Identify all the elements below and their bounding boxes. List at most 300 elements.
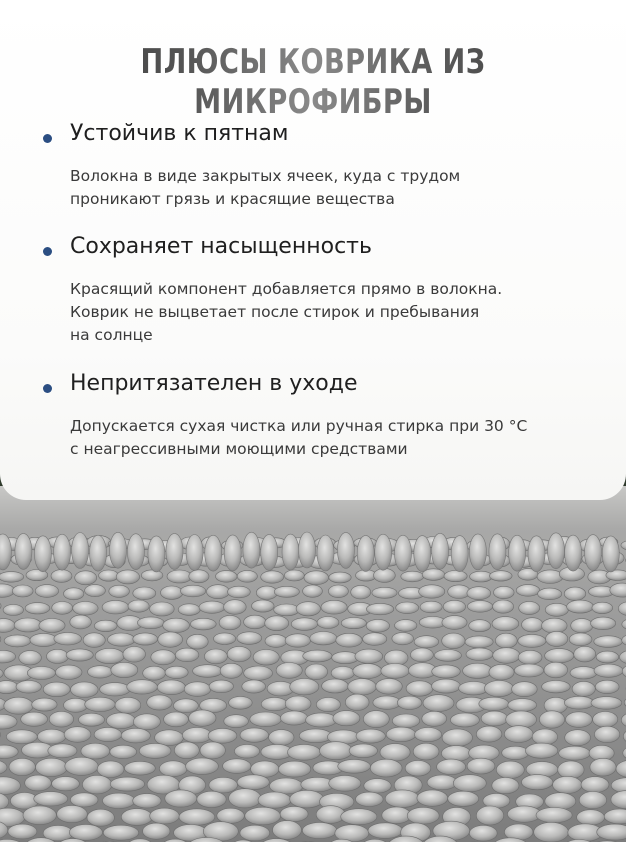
mat-tuft (581, 777, 609, 793)
mat-tuft (493, 648, 520, 664)
mat-tuft (199, 601, 225, 613)
mat-tuft (545, 649, 574, 663)
mat-tuft (157, 680, 185, 695)
mat-tuft (484, 681, 513, 697)
mat-tuft (251, 600, 274, 612)
mat-tuft (4, 635, 31, 647)
mat-tuft (564, 696, 594, 709)
mat-tuft (25, 603, 50, 614)
mat-tuft (48, 744, 77, 758)
mat-tuft (219, 615, 241, 629)
mat-tuft (103, 825, 138, 840)
mat-tuft (322, 679, 349, 693)
mat-fringe-loop (224, 535, 241, 571)
mat-tuft (88, 666, 113, 678)
mat-tuft (442, 729, 472, 747)
mat-tuft (217, 808, 245, 823)
mat-tuft (165, 790, 197, 807)
mat-tuft (8, 824, 37, 839)
mat-tuft (476, 806, 503, 825)
mat-tuft (94, 620, 117, 631)
mat-tuft (274, 604, 300, 616)
mat-tuft (79, 713, 105, 726)
mat-tuft (111, 662, 138, 677)
feature-heading: Устойчив к пятнам (70, 121, 289, 146)
mat-tuft (43, 682, 70, 697)
mat-tuft (372, 587, 397, 598)
mat-tuft (54, 632, 82, 645)
mat-fringe-loop (469, 534, 486, 570)
mat-tuft (579, 792, 606, 809)
mat-tuft (95, 648, 124, 663)
mat-tuft (207, 585, 230, 599)
mat-tuft (51, 570, 72, 583)
mat-tuft (534, 822, 569, 842)
mat-tuft (489, 664, 514, 680)
mat-tuft (328, 585, 348, 598)
feature-heading: Непритязателен в уходе (70, 371, 358, 396)
mat-tuft (569, 633, 592, 646)
mat-tuft (229, 696, 253, 709)
mat-tuft (538, 588, 562, 600)
mat-tuft (443, 600, 465, 613)
mat-tuft (303, 585, 323, 597)
feature-description-line: Коврик не выцветает после стирок и пребывания (70, 303, 480, 321)
mat-tuft (310, 632, 337, 645)
mat-tuft (9, 758, 35, 775)
mat-tuft (467, 758, 495, 774)
mat-tuft (564, 587, 586, 600)
mat-tuft (448, 791, 479, 806)
mat-texture-image (0, 486, 626, 842)
mat-tuft (567, 600, 594, 613)
mat-tuft (109, 585, 130, 597)
mat-fringe-loop (299, 532, 316, 568)
mat-tuft (163, 618, 190, 632)
mat-tuft (224, 715, 249, 728)
mat-tuft (141, 570, 163, 581)
mat-tuft (189, 710, 216, 726)
mat-tuft (413, 743, 439, 760)
mat-tuft (290, 790, 324, 808)
feature-description-line: Красящий компонент добавляется прямо в волокна. (70, 280, 503, 298)
mat-tuft (432, 665, 461, 678)
mat-tuft (469, 825, 497, 841)
mat-tuft (71, 682, 99, 698)
mat-tuft (466, 648, 493, 661)
mat-tuft (64, 698, 88, 712)
mat-tuft (253, 650, 279, 666)
mat-tuft (467, 601, 492, 613)
mat-tuft (442, 633, 465, 649)
mat-tuft (175, 648, 199, 662)
mat-tuft (514, 664, 543, 677)
mat-tuft (21, 712, 48, 726)
mat-tuft (465, 636, 493, 648)
mat-tuft (110, 745, 137, 758)
mat-tuft (444, 571, 467, 582)
mat-tuft (592, 602, 613, 613)
mat-tuft (302, 822, 336, 838)
feature-description (70, 165, 590, 211)
mat-tuft (355, 649, 383, 663)
mat-tuft (63, 588, 83, 600)
mat-tuft (209, 680, 233, 693)
mat-tuft (291, 618, 317, 631)
mat-tuft (208, 728, 237, 743)
mat-tuft (382, 807, 411, 824)
mat-tuft (368, 823, 403, 839)
mat-tuft (553, 776, 582, 793)
mat-tuft (305, 664, 328, 680)
mat-tuft (220, 663, 242, 678)
mat-tuft (316, 698, 340, 712)
mat-tuft (85, 697, 116, 711)
mat-tuft (341, 809, 377, 825)
mat-tuft (180, 585, 205, 597)
mat-tuft (396, 602, 419, 614)
mat-tuft (242, 680, 266, 693)
mat-tuft (69, 825, 102, 841)
mat-tuft (216, 571, 238, 583)
mat-tuft (577, 810, 605, 825)
mat-tuft (321, 600, 347, 614)
mat-tuft (490, 571, 513, 581)
mat-fringe-loop (565, 535, 582, 571)
mat-tuft (593, 712, 618, 728)
mat-tuft (303, 650, 332, 662)
mat-fringe-loop (127, 534, 144, 570)
mat-fringe-loop (54, 534, 71, 570)
mat-tuft (94, 727, 122, 741)
mat-tuft (591, 697, 622, 710)
mat-tuft (186, 758, 219, 775)
bullet-icon (43, 247, 52, 256)
mat-tuft (376, 679, 403, 695)
mat-tuft (81, 743, 110, 759)
mat-tuft (349, 744, 377, 758)
mat-fringe-loop (337, 532, 354, 568)
mat-fringe-loop (395, 535, 412, 571)
mat-tuft (261, 697, 287, 710)
microfiber-mat-photo (0, 486, 626, 842)
mat-tuft (110, 777, 144, 791)
mat-tuft (182, 728, 211, 743)
mat-fringe-loop (186, 535, 203, 571)
mat-tuft (116, 570, 139, 584)
mat-tuft (494, 586, 515, 598)
mat-tuft (544, 662, 568, 678)
mat-tuft (100, 683, 131, 696)
mat-tuft (284, 570, 304, 581)
mat-fringe-loop (357, 535, 374, 571)
mat-tuft (19, 651, 42, 665)
mat-tuft (4, 697, 33, 714)
mat-tuft (214, 633, 236, 645)
mat-tuft (536, 808, 572, 823)
mat-tuft (333, 711, 360, 726)
mat-tuft (380, 744, 410, 761)
mat-tuft (595, 680, 619, 693)
mat-tuft (197, 791, 226, 807)
mat-tuft (492, 617, 519, 631)
mat-tuft (290, 679, 319, 695)
mat-tuft (522, 775, 553, 790)
mat-tuft (70, 615, 92, 629)
mat-tuft (106, 713, 135, 729)
mat-tuft (32, 698, 57, 711)
mat-tuft (121, 728, 150, 743)
mat-fringe-loop (489, 534, 506, 570)
mat-tuft (133, 633, 158, 645)
mat-tuft (30, 633, 57, 646)
mat-tuft (167, 570, 192, 583)
mat-tuft (410, 648, 433, 662)
mat-tuft (542, 618, 568, 633)
mat-tuft (55, 665, 82, 679)
mat-tuft (341, 618, 366, 629)
mat-tuft (407, 807, 439, 824)
mat-tuft (591, 617, 616, 630)
mat-tuft (392, 632, 414, 644)
mat-tuft (66, 649, 93, 661)
mat-fringe-loop (585, 535, 602, 571)
feature-description-line: Волокна в виде закрытых ячеек, куда с трудом (70, 167, 461, 185)
feature-description (70, 415, 590, 461)
mat-tuft (512, 682, 538, 697)
mat-tuft (174, 742, 199, 759)
feature-heading: Сохраняет насыщенность (70, 234, 372, 259)
mat-tuft (492, 778, 519, 794)
mat-tuft (274, 586, 299, 597)
mat-tuft (320, 742, 353, 760)
mat-tuft (463, 663, 493, 678)
mat-tuft (193, 665, 223, 678)
mat-tuft (417, 790, 448, 806)
mat-tuft (406, 681, 433, 696)
mat-fringe-loop (34, 536, 51, 572)
mat-tuft (532, 729, 557, 745)
mat-tuft (35, 585, 58, 598)
mat-tuft (150, 602, 175, 616)
mat-tuft (594, 664, 623, 677)
mat-tuft (3, 605, 23, 616)
mat-tuft (405, 761, 431, 777)
mat-tuft (70, 793, 98, 807)
feature-description-line: проникают грязь и красящие вещества (70, 190, 395, 208)
mat-tuft (363, 633, 387, 646)
mat-tuft (519, 601, 540, 614)
mat-tuft (87, 809, 114, 826)
mat-tuft (370, 759, 402, 777)
mat-tuft (287, 744, 320, 760)
mat-tuft (14, 618, 42, 632)
mat-tuft (366, 619, 389, 632)
mat-tuft (224, 600, 247, 615)
mat-tuft (189, 570, 209, 583)
mat-fringe-loop (432, 533, 449, 569)
mat-tuft (459, 682, 489, 695)
mat-tuft (353, 664, 382, 679)
mat-tuft (85, 585, 106, 597)
mat-tuft (187, 634, 209, 649)
mat-tuft (52, 602, 73, 615)
mat-tuft (209, 777, 238, 793)
mat-tuft (386, 727, 416, 742)
mat-tuft (133, 587, 156, 600)
mat-tuft (537, 570, 563, 584)
mat-tuft (276, 663, 302, 679)
mat-tuft (594, 636, 623, 648)
mat-tuft (423, 695, 454, 712)
mat-tuft (25, 775, 52, 791)
mat-tuft (184, 682, 211, 697)
mat-tuft (395, 620, 417, 632)
mat-tuft (422, 711, 447, 726)
mat-tuft (469, 620, 491, 632)
mat-tuft (481, 711, 508, 726)
mat-tuft (234, 745, 259, 759)
mat-tuft (504, 726, 533, 743)
mat-tuft (124, 761, 155, 775)
mat-tuft (6, 730, 37, 744)
mat-tuft (265, 635, 287, 648)
mat-tuft (280, 806, 308, 821)
mat-tuft (495, 633, 517, 648)
mat-fringe-loop (90, 535, 107, 571)
mat-fringe-loop (317, 535, 334, 571)
mat-tuft (240, 728, 269, 742)
mat-tuft (23, 806, 56, 825)
mat-tuft (316, 806, 345, 824)
mat-tuft (127, 680, 158, 694)
mat-tuft (97, 761, 124, 778)
mat-tuft (128, 600, 149, 612)
bullet-icon (43, 384, 52, 393)
mat-tuft (306, 713, 337, 727)
mat-tuft (285, 696, 311, 711)
mat-tuft (437, 759, 466, 775)
mat-tuft (518, 634, 546, 647)
page-title: ПЛЮСЫ КОВРИКА ИЗ МИКРОФИБРЫ (63, 42, 564, 122)
mat-tuft (518, 650, 542, 664)
mat-tuft (441, 746, 471, 762)
mat-fringe-loop (166, 533, 183, 569)
mat-tuft (103, 793, 136, 808)
mat-tuft (102, 600, 129, 614)
mat-tuft (278, 761, 310, 777)
mat-tuft (496, 761, 524, 778)
mat-tuft (522, 618, 544, 632)
mat-tuft (329, 775, 361, 791)
mat-tuft (572, 681, 595, 696)
mat-fringe-loop (148, 536, 165, 572)
mat-tuft (432, 679, 461, 693)
mat-tuft (161, 586, 183, 599)
mat-tuft (269, 730, 294, 746)
mat-tuft (508, 699, 537, 712)
mat-tuft (27, 667, 55, 680)
mat-tuft (250, 712, 282, 727)
mat-tuft (539, 711, 564, 728)
mat-tuft (123, 647, 146, 663)
mat-tuft (229, 789, 262, 808)
mat-tuft (159, 761, 187, 777)
mat-tuft (204, 649, 227, 664)
mat-tuft (351, 585, 371, 599)
mat-tuft (12, 585, 33, 597)
mat-tuft (366, 603, 393, 614)
mat-tuft (476, 726, 502, 742)
mat-tuft (596, 651, 619, 663)
feature-description-line: на солнце (70, 326, 153, 344)
mat-tuft (525, 743, 557, 758)
mat-tuft (16, 681, 41, 694)
mat-tuft (244, 666, 273, 680)
mat-tuft (329, 572, 351, 583)
mat-tuft (52, 777, 80, 791)
mat-tuft (467, 587, 491, 600)
mat-tuft (223, 759, 251, 774)
mat-fringe-loop (15, 533, 32, 569)
mat-tuft (155, 730, 184, 746)
mat-fringe-loop (243, 532, 260, 568)
mat-tuft (237, 775, 269, 790)
mat-tuft (545, 603, 568, 616)
mat-tuft (164, 712, 189, 727)
mat-tuft (244, 615, 266, 629)
mat-tuft (36, 758, 68, 776)
mat-tuft (574, 646, 596, 662)
mat-tuft (261, 571, 284, 583)
mat-fringe-loop (205, 535, 222, 571)
feature-description-line: с неагрессивными моющими средствами (70, 440, 408, 458)
mat-tuft (566, 712, 593, 728)
mat-tuft (258, 792, 291, 808)
mat-tuft (299, 729, 332, 743)
mat-tuft (385, 790, 419, 808)
mat-tuft (133, 794, 161, 808)
mat-tuft (115, 697, 141, 713)
mat-tuft (453, 775, 486, 792)
mat-fringe-loop (375, 534, 392, 570)
mat-tuft (147, 695, 172, 710)
mat-tuft (516, 585, 540, 597)
mat-fringe-loop (528, 536, 545, 572)
mat-tuft (143, 823, 170, 839)
mat-tuft (345, 694, 369, 710)
mat-tuft (143, 666, 166, 680)
mat-tuft (83, 633, 105, 648)
mat-tuft (37, 729, 65, 744)
mat-fringe-loop (602, 536, 619, 572)
mat-tuft (420, 601, 442, 613)
mat-tuft (332, 652, 359, 664)
mat-tuft (356, 729, 385, 743)
mat-tuft (200, 742, 225, 759)
mat-tuft (137, 617, 164, 629)
mat-tuft (470, 571, 493, 582)
mat-tuft (558, 761, 584, 779)
mat-tuft (434, 650, 461, 662)
mat-tuft (415, 728, 442, 742)
mat-tuft (336, 633, 362, 647)
mat-tuft (442, 616, 467, 630)
mat-tuft (363, 711, 389, 728)
mat-tuft (190, 618, 216, 630)
mat-tuft (65, 757, 98, 775)
mat-tuft (565, 730, 591, 746)
